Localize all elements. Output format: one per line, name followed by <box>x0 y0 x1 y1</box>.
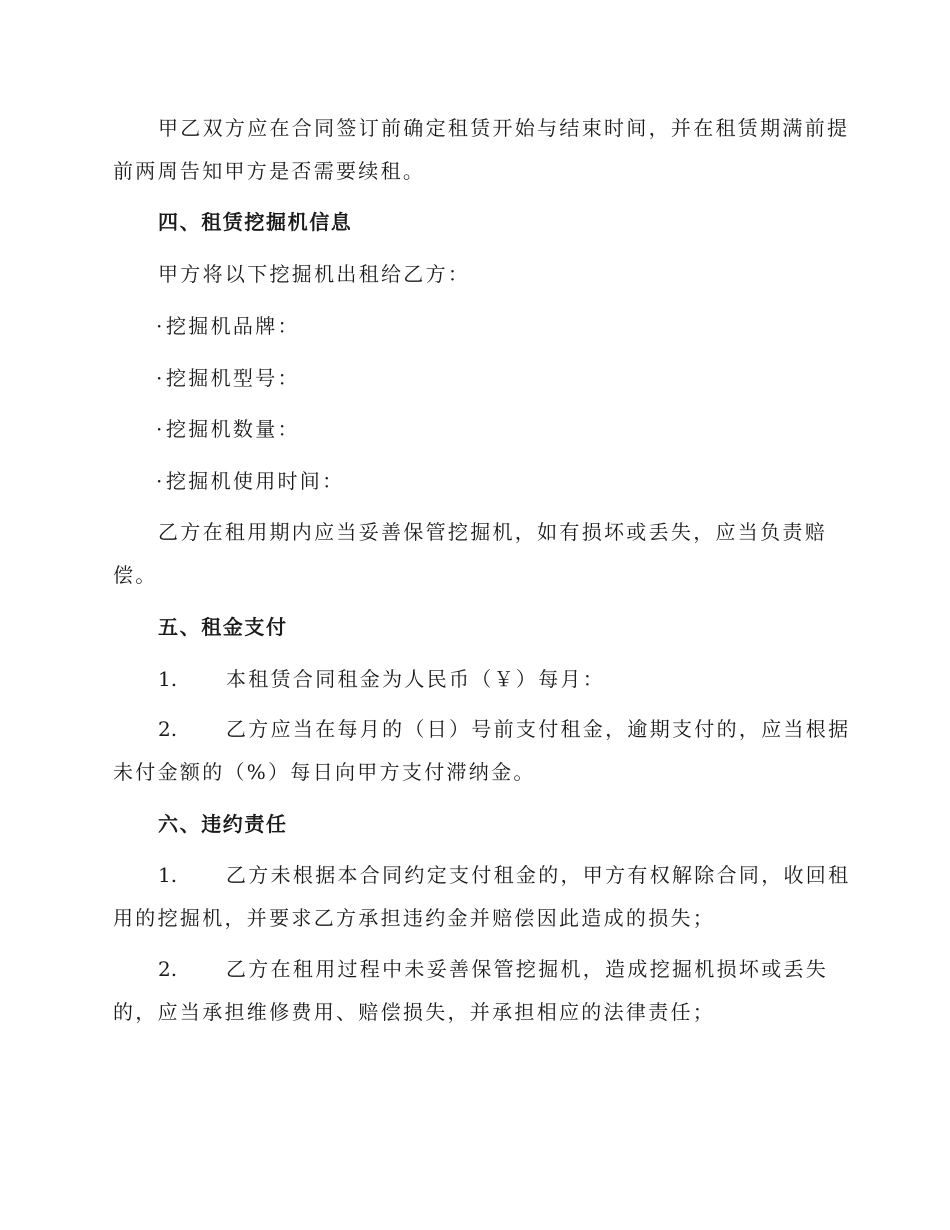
numbered-item <box>158 666 838 692</box>
section-heading: 六、违约责任 <box>158 812 288 836</box>
paragraph-line: 乙方在租用期内应当妥善保管挖掘机，如有损坏或丢失，应当负责赔 <box>158 520 827 544</box>
numbered-item <box>158 956 838 982</box>
numbered-item <box>158 862 851 888</box>
paragraph-line: 偿。 <box>113 563 158 587</box>
bullet-text: 挖掘机数量： <box>166 417 300 441</box>
section-heading: 四、租赁挖掘机信息 <box>158 210 353 234</box>
paragraph-line: 未付金额的（%）每日向甲方支付滞纳金。 <box>113 760 536 784</box>
bullet-icon: · <box>156 314 165 338</box>
section-heading: 五、租金支付 <box>158 615 288 639</box>
item-number: 1. <box>158 667 178 691</box>
bullet-item <box>156 313 300 339</box>
item-text: 乙方在租用过程中未妥善保管挖掘机，造成挖掘机损坏或丢失 <box>226 957 829 981</box>
paragraph-line: 的，应当承担维修费用、赔偿损失，并承担相应的法律责任； <box>113 1000 716 1024</box>
item-number: 2. <box>158 717 178 741</box>
item-text: 乙方应当在每月的（日）号前支付租金，逾期支付的，应当根据 <box>226 717 851 741</box>
paragraph-line: 用的挖掘机，并要求乙方承担违约金并赔偿因此造成的损失； <box>113 906 716 930</box>
item-text: 乙方未根据本合同约定支付租金的，甲方有权解除合同，收回租 <box>226 863 851 887</box>
paragraph-line: 前两周告知甲方是否需要续租。 <box>113 159 426 183</box>
bullet-item <box>156 416 300 442</box>
bullet-text: 挖掘机品牌： <box>166 314 300 338</box>
item-number: 1. <box>158 863 178 887</box>
bullet-text: 挖掘机使用时间： <box>166 469 345 493</box>
item-text: 本租赁合同租金为人民币（￥）每月： <box>226 667 606 691</box>
paragraph-line: 甲乙双方应在合同签订前确定租赁开始与结束时间，并在租赁期满前提 <box>158 116 850 140</box>
bullet-item <box>156 365 300 391</box>
numbered-item <box>158 716 851 742</box>
bullet-icon: · <box>156 417 165 441</box>
bullet-item <box>156 468 344 494</box>
bullet-icon: · <box>156 366 165 390</box>
bullet-text: 挖掘机型号： <box>166 366 300 390</box>
paragraph-line: 甲方将以下挖掘机出租给乙方： <box>158 262 471 286</box>
item-number: 2. <box>158 957 178 981</box>
bullet-icon: · <box>156 469 165 493</box>
